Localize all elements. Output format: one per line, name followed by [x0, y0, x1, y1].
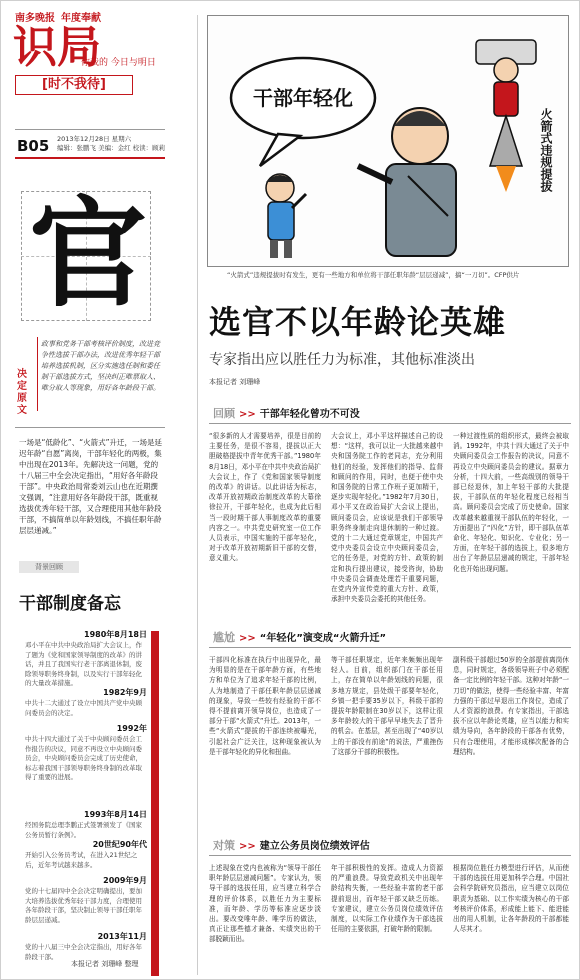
- section-head-dilemma: [213, 629, 386, 645]
- section-arrow: >>: [239, 841, 256, 852]
- background-tag: 背景回顾: [19, 561, 79, 573]
- section-arrow: >>: [239, 633, 256, 644]
- article-column: “很多新的人才需要培养，很是目前的主要任务，是很不容易，提拔以正大胆破格提拔中青年优秀干部。”1980年8月18日，邓小平在中共中央政治局扩大会议上，作了《党和国家领导制度的改革》的讲话。以此讲话为标志，改革开放初期政治制度改革的大幕徐徐拉开，干部年轻化，也成为此后相当一段时期干部人事制度改革的重要内容之一。中共党史研究室一位工作人员表示，中国实施的干部年轻化，对于改革开放初期新旧干部的交替，意义重大。: [209, 432, 321, 563]
- article-headline: 选官不以年龄论英雄: [209, 303, 507, 341]
- timeline-date: 2009年9月: [103, 876, 147, 885]
- lead-divider: [15, 427, 165, 428]
- timeline-dot: [152, 631, 159, 638]
- section-rule: [209, 647, 571, 648]
- small-official-figure: [266, 174, 306, 258]
- article-column: 上述现象在党内也被称为“领导干部任职年龄层层递减问题”。专家认为，领导干部的选拔任用，应当建立科学合理的评价体系，以胜任力为主要标准，而年龄、学历等标准应逐步淡出。要改变唯年龄、唯学历的做法，真正让那些德才兼备、实绩突出的干部脱颖而出。: [209, 864, 321, 944]
- rocket-side-text: 火箭式违规提拔: [539, 108, 553, 192]
- timeline-dot: [152, 725, 159, 732]
- article-column: 一种过渡性质的组织形式，最终会被取消。1992年，中共十四大通过了关于中央顾问委员会工作报告的决议，同意不再设立中央顾问委员会的建议。据章力分析，十四大前，一些高级别的领导干部已经退休，加上年轻干部的大批提拔，干部队伍的年轻化程度已经相当高。顾问委员会完成了历史使命。国家改革越来越重视干部队伍的年轻化，一方面提出了“四化”方针，即干部队伍革命化、年轻化、知识化、专业化；另一方面，在年轻干部的选拔上，很多地方出台了年龄层层递减的规定，干部年轻化也开始出现问题。: [453, 432, 569, 573]
- article-subhead: 专家指出应以胜任力为标准，其他标准淡出: [209, 352, 475, 368]
- article-column: 大会议上，邓小平这样描述自己的设想：“这样，我可以让一大批越来越中央和国务院工作的老同志，充分利用他们的经验，发挥他们的指导、监督和顾问的作用，同时，也便于使中央和国务院的日常工作班子更加精干，逐步实现年轻化。”1982年7月30日，邓小平又在政治局扩大会议上提出，顾问委员会，应该说是我们干部领导职务终身制走向退休制的一种过渡。党的十二大通过党章规定，中国共产党中央委员会设立中央顾问委员会，它的任务是，对党的方针、政策的制定和执行提出建议，接受咨询，协助中央委员会调查处理若干重要问题，在党内外宣传党的重大方针、政策，承担中央委员会委托的其他任务。: [331, 432, 443, 604]
- timeline-date: 2013年11月: [97, 932, 147, 941]
- timeline-text: 中共十二大通过了设立中国共产党中央顾问委员会的决定。: [25, 699, 142, 717]
- article-column: 干部四化标准在执行中出现异化，最为明显的是在干部年龄方面，有些地方和单位为了追求年轻干部的比例，人为地制造了干部任职年龄层层递减的现象，导致一些较有经验的干部不得不提前离开领导岗位，也造成了一部分干部“火箭式”升迁。2013年，一些“火箭式”提拔的干部连续被曝光，引起社会广泛关注，这种现象被认为是干部年轻化的异化和扭曲。: [209, 656, 321, 756]
- section-title: 识局: [13, 22, 101, 73]
- section-head-measures: [213, 837, 370, 853]
- article-column: 副科级干部超过50岁的全部提前离岗休息，同时规定，各级领导班子中必须配备一定比例的年轻干部。这种对年龄“一刀切”的做法，使得一些经验丰富、年富力强的干部过早退出工作岗位，造成了人才资源的浪费。有专家指出，干部选拔不应以年龄论英雄，应当以能力和实绩为导向，各年龄段的干部各有优势，只有合理使用，才能形成梯次配备的合理结构。: [453, 656, 569, 756]
- timeline-dot: [152, 689, 159, 696]
- page-number: B05: [17, 137, 50, 155]
- cartoon-illustration: [207, 15, 569, 267]
- timeline-date: 20世纪90年代: [92, 840, 147, 849]
- large-official-figure: [358, 108, 456, 256]
- article-column: 根据岗位胜任力模型进行评估，从而使干部的选拔任用更加科学合理。中国社会科学院研究员指出，应当建立以岗位职责为基础、以工作实绩为核心的干部考核评价体系，形成能上能下、能进能出的用人机制，让各年龄段的干部都能人尽其才。: [453, 864, 569, 934]
- timeline-text: 经国务院总理李鹏正式签署颁发了《国家公务员暂行条例》。: [25, 821, 142, 839]
- masthead-divider: [15, 129, 165, 130]
- decision-quote: 政事和党务干部考核评价制度，改进竞争性选拔干部办法，改进优秀年轻干部培养选拔机制，区分实施选任制和委任制干部选拔方式，坚决纠正唯票取人、唯分取人等现象，用好各年龄段干部。: [41, 340, 160, 392]
- timeline-dot: [152, 811, 159, 818]
- timeline-dot: [152, 841, 159, 848]
- section-tag-review: 回顾: [213, 407, 235, 420]
- timeline-text: 中共十四大通过了关于中央顾问委员会工作报告的决议，同意不再设立中央顾问委员会，中央顾问委员会完成了历史使命，标志着我国干部领导职务终身制的改革取得了重要的进展。: [25, 735, 142, 781]
- section-title-dilemma: “年轻化”演变成“火箭升迁”: [259, 633, 387, 644]
- timeline-date: 1982年9月: [103, 688, 147, 697]
- section-rule: [209, 855, 571, 856]
- rocket-figure: [476, 40, 536, 192]
- article-column: 等干部任职规定，近年来频频出现年轻人。目前，组织部门在干部任用上，存在简单以年龄划线的问题，很多地方规定，县处级干部要年轻化，乡镇一把手要35岁以下，科级干部的提拔年龄限制在30岁以下，这样让很多年龄较大的干部早早地失去了晋升的机会。在基层，甚至出现了“40岁以上的干部没有前途”的说法，严重挫伤了这部分干部的积极性。: [331, 656, 443, 756]
- decision-label: 决定原文: [17, 369, 27, 416]
- section-tag: [时不我待]: [15, 75, 133, 95]
- brand-name: 南多晚报: [15, 13, 55, 24]
- section-tag-dilemma: 尴尬: [213, 631, 235, 644]
- bubble-tail: [260, 134, 300, 166]
- timeline-credit: 本报记者 刘珊峰 整理: [71, 960, 139, 968]
- section-slogan: 你我的 今日与明日: [81, 58, 156, 68]
- section-arrow: >>: [239, 409, 256, 420]
- masthead-rule: [15, 157, 165, 159]
- timeline-text: 开始引入公务员考试，在进入21世纪之后，近年考试越来越多。: [25, 851, 138, 869]
- section-tag-measures: 对策: [213, 839, 235, 852]
- timeline-text: 党的十八届三中全会决定指出，用好各年龄段干部。: [25, 943, 142, 961]
- lead-paragraph: 一场是“低龄化”、“火箭式”升迁，一场是延迟年龄“自愿”离岗，干部年轻化的两极，集中出现在2013年。先解决这一问题，党的十八届三中全会决定指出，“用好各年龄段干部”。中央政治局常委刘云山也在近期撰文强调，“注意用好各年龄段干部，既重视选拔优秀年轻干部，又合理使用其他年龄段干部，不搞简单以年龄划线，不搞任职年龄层层递减。”: [19, 438, 163, 535]
- illustration-caption: “火箭式”违规提拔时有发生，更有一些地方和单位将干部任职年龄“层层递减”，搞“一刀切”。CFP供片: [227, 271, 520, 279]
- cartoon-svg: [208, 16, 568, 266]
- date-line: 2013年12月28日 星期六: [57, 135, 132, 143]
- quote-rule: [37, 337, 38, 411]
- background-title: 干部制度备忘: [19, 594, 121, 614]
- timeline-text: 党的十七届四中全会决定明确提出，要加大培养选拔优秀年轻干部力度，合理使用各年龄段干部，坚决制止领导干部任职年龄层层递减。: [25, 887, 142, 924]
- timeline-text: 邓小平在中共中央政治局扩大会议上，作了题为《党和国家领导制度的改革》的讲话，并且了我国实行老干部离退休制，废除领导职务终身制，以及实行干部年轻化的大量改革措施。: [25, 641, 142, 687]
- editors-line: 编辑：张鹏飞 美编：金红 校读：顾莉: [57, 144, 166, 152]
- section-rule: [209, 423, 571, 424]
- article-column: 年干部积极性的发挥。造成人力资源的严重浪费。导致党政机关中出现年龄结构失衡，一些经验丰富的老干部提前退出，而年轻干部又缺乏历练。专家建议，建立公务员岗位绩效评估制度，以实际工作业绩作为干部选拔任用的主要依据，打破年龄的限制。: [331, 864, 443, 934]
- timeline-date: 1992年: [116, 724, 147, 733]
- timeline-dot: [152, 877, 159, 884]
- timeline-bar: [151, 631, 159, 976]
- big-character: 官: [29, 184, 148, 323]
- page-info: [57, 135, 165, 153]
- timeline-date: 1980年8月18日: [84, 630, 147, 639]
- column-divider: [197, 15, 198, 975]
- timeline-dot: [152, 933, 159, 940]
- section-head-review: [213, 405, 360, 421]
- article-byline: 本报记者 刘珊峰: [209, 378, 261, 386]
- bubble-text: 干部年轻化: [253, 86, 353, 110]
- timeline-date: 1993年8月14日: [84, 810, 147, 819]
- section-title-measures: 建立公务员岗位绩效评估: [259, 841, 370, 852]
- edition-label: 年度奉献: [61, 13, 101, 24]
- section-title-review: 干部年轻化曾功不可没: [259, 409, 360, 420]
